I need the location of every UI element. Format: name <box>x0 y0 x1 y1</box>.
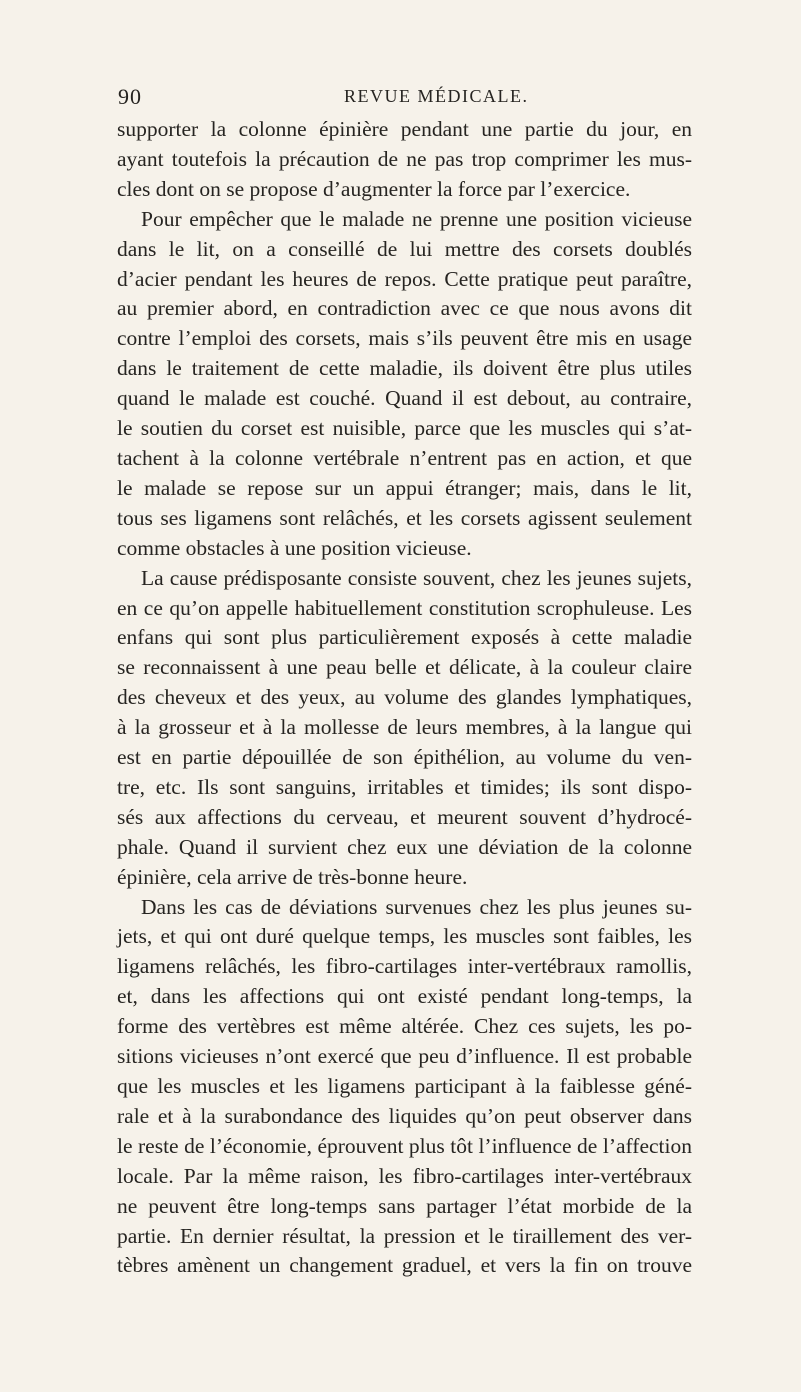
text-line: sés aux affections du cerveau, et meurent souvent d’hydrocé- <box>117 804 692 829</box>
text-line: Dans les cas de déviations survenues chez les plus jeunes su- <box>141 894 692 919</box>
text-line: des cheveux et des yeux, au volume des glandes lymphatiques, <box>117 685 692 710</box>
text-line: ligamens relâchés, les fibro-cartilages inter-vertébraux ramollis, <box>117 954 692 979</box>
text-line: tre, etc. Ils sont sanguins, irritables et timides; ils sont dispo- <box>117 774 692 799</box>
text-line: à la grosseur et à la mollesse de leurs membres, à la langue qui <box>117 715 692 740</box>
text-line: ayant toutefois la précaution de ne pas trop comprimer les mus- <box>117 146 692 171</box>
paragraph-3 <box>117 564 692 893</box>
running-title: REVUE MÉDICALE. <box>344 86 529 106</box>
text-line: est en partie dépouillée de son épithélion, au volume du ven- <box>117 745 692 770</box>
text-line: quand le malade est couché. Quand il est debout, au contraire, <box>117 386 692 411</box>
text-line: dans le lit, on a conseillé de lui mettre des corsets doublés <box>117 236 692 261</box>
page-number: 90 <box>118 84 142 109</box>
text-line: le reste de l’économie, éprouvent plus tôt l’influence de l’affection <box>117 1133 692 1158</box>
text-line: partie. En dernier résultat, la pression et le tiraillement des ver- <box>117 1223 692 1248</box>
text-line: forme des vertèbres est même altérée. Chez ces sujets, les po- <box>117 1014 692 1039</box>
text-line: et, dans les affections qui ont existé pendant long-temps, la <box>117 984 692 1009</box>
text-line: comme obstacles à une position vicieuse. <box>117 535 472 560</box>
text-line: Pour empêcher que le malade ne prenne une position vicieuse <box>141 206 692 231</box>
text-line: sitions vicieuses n’ont exercé que peu d’influence. Il est probable <box>117 1044 692 1069</box>
text-line: tèbres amènent un changement graduel, et vers la fin on trouve <box>117 1253 692 1278</box>
text-line: tous ses ligamens sont relâchés, et les corsets agissent seulement <box>117 505 692 530</box>
text-line: enfans qui sont plus particulièrement exposés à cette maladie <box>117 625 692 650</box>
text-line: rale et à la surabondance des liquides qu’on peut observer dans <box>117 1103 692 1128</box>
text-line: locale. Par la même raison, les fibro-cartilages inter-vertébraux <box>117 1163 692 1188</box>
page-header <box>118 84 692 114</box>
text-line: jets, et qui ont duré quelque temps, les muscles sont faibles, les <box>117 924 692 949</box>
text-line: le soutien du corset est nuisible, parce que les muscles qui s’at- <box>117 416 692 441</box>
text-line: ne peuvent être long-temps sans partager l’état morbide de la <box>117 1193 692 1218</box>
text-line: supporter la colonne épinière pendant une partie du jour, en <box>117 117 692 141</box>
paragraph-1 <box>117 115 692 205</box>
text-line: tachent à la colonne vertébrale n’entrent pas en action, et que <box>117 445 692 470</box>
text-line: en ce qu’on appelle habituellement constitution scrophuleuse. Les <box>117 595 692 620</box>
text-line: se reconnaissent à une peau belle et délicate, à la couleur claire <box>117 655 692 680</box>
text-line: cles dont on se propose d’augmenter la force par l’exercice. <box>117 176 631 201</box>
text-line: dans le traitement de cette maladie, ils doivent être plus utiles <box>117 356 692 381</box>
text-line: au premier abord, en contradiction avec ce que nous avons dit <box>117 296 692 321</box>
text-line: épinière, cela arrive de très-bonne heure. <box>117 864 468 889</box>
text-line: le malade se repose sur un appui étranger; mais, dans le lit, <box>117 475 692 500</box>
text-line: que les muscles et les ligamens participant à la faiblesse géné- <box>117 1074 692 1098</box>
text-line: La cause prédisposante consiste souvent, chez les jeunes sujets, <box>141 565 692 590</box>
paragraph-2 <box>117 205 692 564</box>
body-text <box>117 115 692 1281</box>
text-line: d’acier pendant les heures de repos. Cette pratique peut paraître, <box>117 266 692 291</box>
text-line: phale. Quand il survient chez eux une déviation de la colonne <box>117 834 692 859</box>
text-line: contre l’emploi des corsets, mais s’ils peuvent être mis en usage <box>117 326 692 351</box>
paragraph-4 <box>117 893 692 1282</box>
